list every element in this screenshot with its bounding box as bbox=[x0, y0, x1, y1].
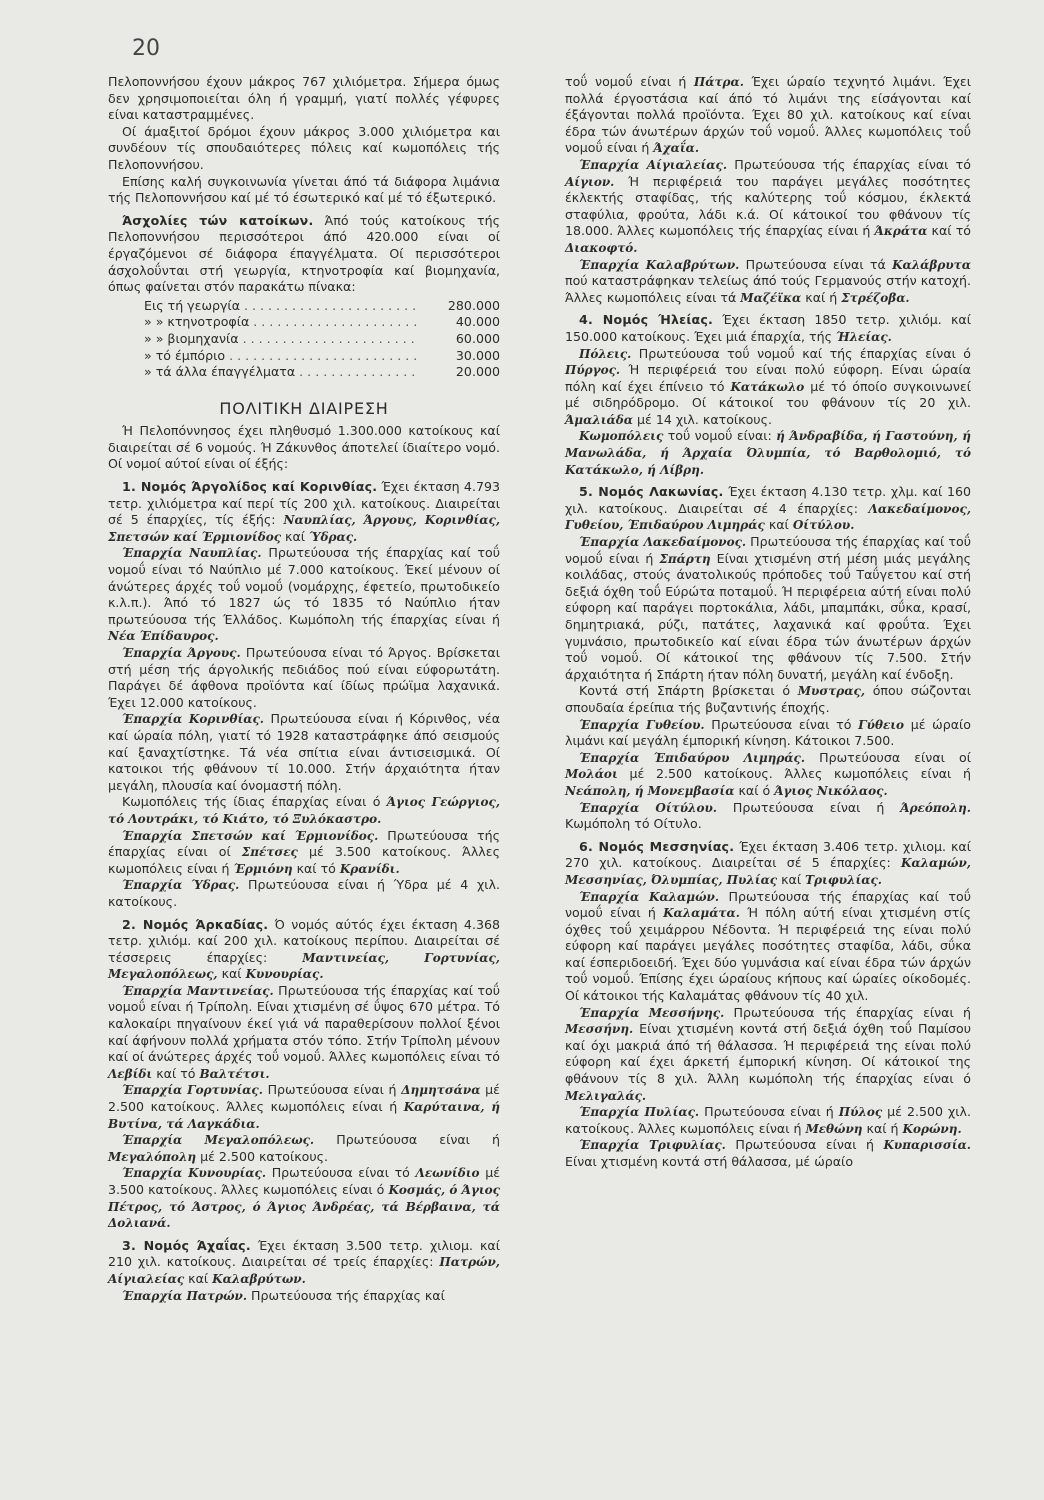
town-name: Άμαλιάδα bbox=[565, 412, 634, 427]
province-name: Τριφυλίας. bbox=[805, 872, 882, 887]
section-text: όπου σώζονται σπουδαία έρείπια τής βυζαντινής έποχής. bbox=[565, 683, 971, 715]
section-text: Έχει ώραίο τεχνητό λιμάνι. Έχει πολλά έργοστάσια καί άπό τό λιμάνι της είσάγονται καί έξάγονται πολλά προϊόντα. Έχει 80 χιλ. κατοίκους καί είναι έδρα τών άνωτέρων άρχών τοΰ νομοΰ. Άλλες κωμοπόλεις τοΰ νομοΰ είναι ή bbox=[565, 74, 971, 156]
town-name: Κρανίδι. bbox=[339, 861, 400, 876]
town-list: Κοσμάς, ό Άγιος Πέτρος, τό Άστρος, ό Άγιος Άνδρέας, τά Βέρβαινα, τά Δολιανά. bbox=[108, 1183, 500, 1231]
capital-name: Αίγιον. bbox=[565, 174, 615, 189]
section-text: Ή περιφέρειά του παράγει μεγάλες ποσότητες έκλεκτής σταφίδας, τής καλύτερης τοΰ κόσμου, έκλεκτά σταφύλια, φρούτα, λάδι κ.ά. Οί κάτοικοί του φθάνουν τίς 18.000. Άλλες κωμοπόλεις τής έπαρχίας είναι ή bbox=[565, 173, 971, 239]
capital-name: Άρεόπολη. bbox=[900, 800, 971, 815]
section-heading: Έπαρχία Τριφυλίας. bbox=[579, 1138, 726, 1153]
section-text: Πρωτεύουσα τής έπαρχίας καί τοΰ νομοΰ είναι τό Ναύπλιο μέ 7.000 κατοίκους. Έκεί μένουν οί άνώτερες άρχές τοΰ νομοΰ (νομάρχης, έφετείο, πρωτοδικείο κ.λ.π.). Άπό τό 1827 ώς τό 1835 τό Ναύπλιο ήταν πρωτεύουσα τής Έλλάδος. Κωμόπολη τής έπαρχίας είναι ή bbox=[108, 545, 500, 627]
page-number: 20 bbox=[132, 36, 160, 61]
section-mystras bbox=[565, 683, 971, 716]
section-text: Πρωτεύουσα είναι ή bbox=[735, 1137, 874, 1153]
section-text: Ή περιφέρειά του είναι πολύ εύφορη. Είναι ώραία πόλη καί έχει έπίνειο τό bbox=[565, 362, 971, 394]
section-text: Πρωτεύουσα είναι ή Κόρινθος, νέα καί ώραία πόλη, γιατί τό 1928 καταστράφηκε άπό σεισμούς καί ξαναχτίστηκε. Τά νέα σπίτια είναι άντισεισμικά. Οί κατοικοι τής φθάνουν τί 10.000. Στήν άρχαιότητα ήταν μεγάλη, πλουσία καί όνομαστή πόλη. bbox=[108, 711, 501, 793]
town-name: Βαλτέτσι. bbox=[199, 1066, 270, 1081]
section-lakedaimon bbox=[565, 534, 971, 683]
section-heading: Έπαρχία Οίτύλου. bbox=[579, 800, 717, 815]
section-heading: Έπαρχία Μαντινείας. bbox=[122, 983, 274, 998]
section-text: Έχει έκταση 1850 τετρ. χιλιόμ. καί 150.000 κατοίκους. Έχει μιά έπαρχία, τής bbox=[565, 312, 971, 344]
section-text: Είναι χτισμένη στή μέση μιάς μεγάλης κοιλάδας, στούς άνατολικούς πρόποδες τοΰ Ταΰγετου καί στή δεξιά όχθη τοΰ Εύρώτα ποταμοΰ. Ή περιφέρεια αύτή είναι πολύ εύφορη καί παράγει πορτοκάλια, λάδι, μπαμπάκι, σΰκα, κρασί, δημητριακά, ρύζι, πατάτες, λαχανικά καί φροΰτα. Έχει γυμνάσιο, πρωτοδικείο καί είναι έδρα τών άνωτέρων άρχών τοΰ νομοΰ. Οί κάτοικοί της φθάνουν τίς 7.500. Στήν άρχαιότητα ή Σπάρτη ήταν πόλη δυνατή, μεγάλη καί ένδοξη. bbox=[565, 550, 971, 682]
section-text: μέ ώραίο λιμάνι καί μεγάλη έμπορική κίνηση. Κάτοικοι 7.500. bbox=[565, 716, 971, 749]
capital-name: Πάτρα. bbox=[693, 75, 744, 89]
occupation-value: 40.000 bbox=[420, 314, 500, 331]
table-row bbox=[144, 331, 500, 348]
section-heading: 2. Νομός Άρκαδίας. bbox=[122, 916, 269, 932]
town-name: Άχαΐα. bbox=[653, 141, 700, 156]
section-text: Έχει έκταση 3.406 τετρ. χιλιομ. καί 270 χιλ. κατοίκους. Διαιρείται σέ 5 έπαρχίες: bbox=[565, 838, 971, 871]
conjunction: καί bbox=[221, 966, 242, 982]
section-text: τοΰ νομοΰ είναι ή bbox=[565, 74, 687, 89]
section-messini bbox=[565, 1005, 971, 1105]
capital-name: Πύργος. bbox=[565, 363, 621, 378]
capital-name: Καλάβρυτα bbox=[892, 257, 971, 272]
section-spetses bbox=[108, 828, 500, 878]
section-heading: Έπαρχία Πυλίας. bbox=[579, 1105, 700, 1120]
section-korinthia bbox=[108, 711, 500, 794]
town-name: Μελιγαλάς. bbox=[565, 1088, 647, 1103]
right-column bbox=[565, 74, 971, 1171]
section-gortynia bbox=[108, 1082, 500, 1132]
section-text: μέ 2.500 κατοίκους. Άλλες κωμοπόλεις είναι ή bbox=[108, 1082, 500, 1115]
town-name: Λεβίδι bbox=[108, 1066, 153, 1081]
section-text: Ό νομός αύτός έχει έκταση 4.368 τετρ. χιλιόμ. καί 200 χιλ. κατοίκους περίπου. Διαιρείται σέ τέσσερεις έπαρχίες: bbox=[108, 916, 500, 965]
province-list: Λακεδαίμονος, Γυθείου, Έπιδαύρου Λιμηράς bbox=[565, 501, 971, 533]
table-row bbox=[144, 298, 500, 315]
section-text: Πρωτεύουσα είναι τό bbox=[711, 716, 852, 732]
section-ydra bbox=[108, 877, 500, 910]
occupation-value: 280.000 bbox=[420, 298, 500, 315]
capital-name: Μεσσήνη. bbox=[565, 1022, 634, 1037]
table-row bbox=[144, 348, 500, 365]
section-text: μέ 3.500 κατοίκους. Άλλες κωμοπόλεις είναι ό bbox=[108, 1165, 501, 1197]
section-patra bbox=[108, 1288, 500, 1305]
section-text: Πρωτεύουσα τής έπαρχίας είναι οί bbox=[108, 827, 500, 860]
section-text: Κωμοπόλεις τής ίδιας έπαρχίας είναι ό bbox=[122, 794, 381, 810]
occupation-label: » τό έμπόριο . . . bbox=[144, 348, 420, 365]
section-heading: 1. Νομός Άργολίδος καί Κορινθίας. bbox=[122, 479, 378, 495]
section-text: Πρωτεύουσα είναι ή bbox=[704, 1104, 834, 1120]
section-lakonia bbox=[565, 484, 971, 534]
section-heading: Έπαρχία Έπιδαύρου Λιμηράς. bbox=[579, 750, 806, 765]
table-row bbox=[144, 364, 500, 381]
section-heading: Έπαρχία Καλαμών. bbox=[579, 889, 720, 904]
town-list: ή Άνδραβίδα, ή Γαστούνη, ή Μανωλάδα, ή Άρχαία Όλυμπία, τό Βαρθολομιό, τό Κατάκωλο, ή Λίβρη. bbox=[565, 429, 971, 477]
section-heading: Κωμοπόλεις bbox=[579, 429, 664, 444]
province-name: Καλαβρύτων. bbox=[212, 1271, 306, 1286]
occupation-value: 20.000 bbox=[420, 364, 500, 381]
section-text: Πρωτεύουσα είναι τά bbox=[745, 256, 886, 272]
paragraph: Πελοποννήσου έχουν μάκρος 767 χιλιόμετρα. Σήμερα όμως δεν χρησιμοποιείται όλη ή γραμμή, γιατί πολλές γέφυρες είναι καταστραμμένες. bbox=[108, 74, 500, 123]
section-text: Πρωτεύουσα τής έπαρχίας καί τοΰ νομοΰ είναι ή bbox=[565, 888, 972, 921]
section-text: Κωμόπολη τό Οίτυλο. bbox=[565, 816, 702, 832]
section-heading: Έπαρχία Κορινθίας. bbox=[122, 712, 264, 727]
town-name: Μυστρας, bbox=[797, 684, 865, 699]
capital-name: Λεωνίδιο bbox=[415, 1166, 480, 1181]
section-achaia bbox=[108, 1238, 500, 1288]
town-name: Στρέζοβα. bbox=[841, 290, 910, 305]
section-heading: Έπαρχία Σπετσών καί Έρμιονίδος. bbox=[122, 828, 379, 843]
section-text: μέ 3.500 κατοίκους. Άλλες κωμοπόλεις είναι ή bbox=[108, 844, 500, 876]
province-list: Πατρών, Αίγιαλείας bbox=[108, 1255, 500, 1286]
section-argolis bbox=[108, 479, 500, 545]
town-name: Μαζέϊκα bbox=[740, 290, 802, 305]
section-patra-cont bbox=[565, 74, 971, 157]
town-list: Άγιος Γεώργιος, τό Λουτράκι, τό Κιάτο, τό Ξυλόκαστρο. bbox=[108, 795, 501, 826]
section-text: Έχει έκταση 4.130 τετρ. χλμ. καί 160 χιλ. κατοίκους. Διαιρείται σέ 4 έπαρχίες: bbox=[565, 484, 971, 516]
section-heading: Έπαρχία Ύδρας. bbox=[122, 878, 240, 893]
section-text: μέ 2.500 χιλ. κατοίκους. Άλλες κωμοπόλεις είναι ή bbox=[565, 1104, 972, 1136]
section-text: Πρωτεύουσα είναι τό bbox=[271, 1165, 410, 1181]
section-text: Πρωτεύουσα τής έπαρχίας είναι ή bbox=[733, 1004, 971, 1020]
section-gytheio bbox=[565, 717, 971, 750]
section-trifylia bbox=[565, 1137, 971, 1170]
section-text: πού καταστράφηκαν τελείως άπό τούς Γερμανούς στήν κατοχή. Άλλες κωμοπόλεις είναι τά bbox=[565, 273, 971, 305]
section-text: μέ 2.500 κατοίκους. Άλλες κωμοπόλεις είναι ή bbox=[629, 766, 971, 782]
section-heading: Έπαρχία Γορτυνίας. bbox=[122, 1083, 263, 1098]
occupation-label: Εις τή γεωργία . . . bbox=[144, 298, 420, 315]
occupation-value: 60.000 bbox=[420, 331, 500, 348]
left-column bbox=[108, 74, 500, 1304]
town-list: Καρύταινα, ή Βυτίνα, τά Λαγκάδια. bbox=[108, 1100, 500, 1131]
section-text: Πρωτεύουσα τής έπαρχίας καί bbox=[251, 1287, 445, 1303]
province-list: Μαντινείας, Γορτυνίας, Μεγαλοπόλεως, bbox=[108, 950, 500, 982]
province-list: Ναυπλίας, Άργους, Κορινθίας, Σπετσών καί Έρμιονίδος bbox=[108, 513, 500, 544]
occupation-label: » » βιομηχανία . . . bbox=[144, 331, 420, 348]
section-kynouria bbox=[108, 1165, 500, 1231]
section-text: τοΰ νομοΰ είναι: bbox=[667, 428, 772, 444]
section-messinia bbox=[565, 839, 971, 889]
section-kalamata bbox=[565, 889, 971, 1005]
town-name: Άκράτα bbox=[874, 224, 928, 239]
section-text: Πρωτεύουσα τής έπαρχίας καί τοΰ νομοΰ είναι ή Τρίπολη. Είναι χτισμένη σέ ΰψος 670 μέτρα. Τό καλοκαίρι πηγαίνουν έκεί γιά νά παραθερίσουν πολλοί ξένοι καί άφήνουν πολλά χρήματα στόν τόπο. Στήν Τρίπολη μένουν καί οί άνώτερες άρχές τοΰ νομοΰ. Άλλες κωμοπόλεις είναι τό bbox=[108, 982, 501, 1065]
conjunction: καί bbox=[285, 528, 306, 544]
section-heading: Έπαρχία Άργους. bbox=[122, 646, 241, 660]
conjunction: καί τό bbox=[931, 223, 971, 239]
section-heading: Έπαρχία Καλαβρύτων. bbox=[579, 257, 740, 272]
capital-name: Μεγαλόπολη bbox=[108, 1149, 197, 1164]
section-text: Πρωτεύουσα τής έπαρχίας καί τοΰ νομοΰ είναι ή bbox=[565, 534, 971, 566]
section-text: μέ 14 χιλ. κατοίκους. bbox=[637, 411, 772, 427]
occupation-table bbox=[144, 298, 500, 381]
section-heading: 5. Νομός Λακωνίας. bbox=[579, 484, 724, 500]
section-heading: Έπαρχία Γυθείου. bbox=[579, 717, 705, 732]
town-name: Κορώνη. bbox=[902, 1121, 962, 1136]
section-text: Πρωτεύουσα τής έπαρχίας είναι τό bbox=[734, 156, 971, 172]
section-text: Πρωτεύουσα είναι ή bbox=[336, 1132, 500, 1148]
capital-name: Καλαμάτα. bbox=[663, 906, 740, 921]
town-name: Έρμιόνη bbox=[233, 861, 293, 876]
section-aigialeia bbox=[565, 157, 971, 257]
paragraph: Επίσης καλή συγκοινωνία γίνεται άπό τά διάφορα λιμάνια τής Πελοποννήσου καί μέ τό έσωτερικό καί μέ τό έξωτερικό. bbox=[108, 173, 500, 206]
section-nafplia bbox=[108, 545, 500, 645]
conjunction: καί bbox=[781, 871, 802, 887]
section-text: Ή πόλη αύτή είναι χτισμένη στίς όχθες τοΰ χειμάρρου Νέδοντα. Ή περιφέρειά της είναι πολύ εύφορη καί παράγει μεγάλες ποσότητες σταφίδα, λάδι, σΰκα καί έσπεριδοειδή. Έχει δύο γυμνάσια καί είναι έδρα τών άρχών τοΰ νομοΰ. Έπίσης έχει ώραίους κήπους καί ώραίες οίκοδομές. Οί κάτοικοι τής Καλαμάτας φθάνουν τίς 40 χιλ. bbox=[565, 905, 971, 1004]
section-text: μέ τό όποίο συγκοινωνεί μέ σιδηρόδρομο. Οί κάτοικοί του φθάνουν τίς 20 χιλ. bbox=[565, 378, 971, 411]
section-heading: 4. Νομός Ήλείας. bbox=[579, 312, 713, 328]
conjunction: καί τό bbox=[156, 1065, 196, 1081]
section-limira bbox=[565, 750, 971, 800]
province-name: Ύδρας. bbox=[309, 529, 358, 544]
occupation-value: 30.000 bbox=[420, 348, 500, 365]
section-text: Άπό τούς κατοίκους τής Πελοποννήσου περισσότεροι άπό 420.000 είναι οί έργαζόμενοι σέ διάφορα έπαγγέλματα. Οί περισσότεροι άσχολοΰνται στή γεωργία, κτηνοτροφία καί βιομηχανία, όπως φαίνεται στόν παρακάτω πίνακα: bbox=[108, 212, 500, 295]
capital-name: Κυπαρισσία. bbox=[883, 1138, 971, 1153]
section-heading: 3. Νομός Άχαΐας. bbox=[122, 1237, 251, 1253]
conjunction: καί ό bbox=[738, 782, 771, 798]
section-heading: Έπαρχία Μεγαλοπόλεως. bbox=[122, 1133, 315, 1148]
town-list: Νεάπολη, ή Μονεμβασία bbox=[565, 783, 735, 798]
town-name: Μεθώνη bbox=[805, 1121, 863, 1136]
section-heading: Έπαρχία Πατρών. bbox=[122, 1288, 248, 1303]
section-heading: Έπαρχία Κυνουρίας. bbox=[122, 1166, 267, 1181]
section-text: Έχει έκταση 4.793 τετρ. χιλιόμετρα καί περί τίς 200 χιλ. κατοίκους. Διαιρείται σέ 5 έπαρχίες, τίς έξής: bbox=[108, 479, 500, 528]
section-heading: Πόλεις. bbox=[579, 346, 632, 361]
section-pylia bbox=[565, 1104, 971, 1137]
section-heading: Έπαρχία Ναυπλίας. bbox=[122, 546, 262, 561]
section-heading: Έπαρχία Αίγιαλείας. bbox=[579, 157, 728, 172]
capital-name: Δημητσάνα bbox=[401, 1083, 481, 1098]
chapter-heading: ΠΟΛΙΤΙΚΗ ΔΙΑΙΡΕΣΗ bbox=[219, 398, 389, 418]
conjunction: καί bbox=[768, 517, 789, 533]
capital-name: Πύλος bbox=[838, 1105, 883, 1120]
section-arkadia bbox=[108, 917, 500, 983]
section-text: Έχει έκταση 3.500 τετρ. χιλιομ. καί 210 χιλ. κατοίκους. Διαιρείται σέ τρείς έπαρχίες: bbox=[108, 1237, 500, 1270]
section-text: μέ 2.500 κατοίκους. bbox=[200, 1148, 329, 1164]
section-text: Πρωτεύουσα τοΰ νομοΰ καί τής έπαρχίας είναι ό bbox=[638, 345, 971, 361]
section-text: Πρωτεύουσα είναι τό Άργος. Βρίσκεται στή μέση τής άργολικής πεδιάδος πού είναι εύφορωτάτη. Παράγει δέ άφθονα προϊόντα καί ίδίως πρώϊμα λαχανικά. Έχει 12.000 κατοίκους. bbox=[108, 645, 500, 710]
section-heading: Έπαρχία Λακεδαίμονος. bbox=[579, 535, 747, 550]
section-heading: 6. Νομός Μεσσηνίας. bbox=[579, 838, 735, 854]
section-oitylo bbox=[565, 800, 971, 833]
section-ileia bbox=[565, 312, 971, 345]
section-poleis bbox=[565, 346, 971, 429]
capital-name: Μολάοι bbox=[565, 767, 618, 782]
section-kalavryta bbox=[565, 257, 971, 307]
occupation-label: » τά άλλα έπαγγέλματα . . . bbox=[144, 364, 420, 381]
section-text: Πρωτεύουσα είναι ή bbox=[732, 799, 885, 815]
section-text: Πρωτεύουσα είναι ή bbox=[267, 1082, 397, 1098]
conjunction: καί bbox=[188, 1270, 209, 1286]
conjunction: καί ή bbox=[866, 1120, 899, 1136]
paragraph: Ή Πελοπόννησος έχει πληθυσμό 1.300.000 κατοίκους καί διαιρείται σέ 6 νομούς. Ή Ζάκυνθος άποτελεί ίδιαίτερο νομό. Οί νομοί αύτοί είναι οί έξής: bbox=[108, 423, 500, 472]
section-text: Κοντά στή Σπάρτη βρίσκεται ό bbox=[579, 683, 791, 699]
section-heading: Άσχολίες τών κατοίκων. bbox=[122, 212, 314, 228]
section-komopoleis bbox=[565, 428, 971, 478]
town-name: Άγιος Νικόλαος. bbox=[774, 783, 888, 798]
province-list: Καλαμών, Μεσσηνίας, Όλυμπίας, Πυλίας bbox=[565, 856, 971, 887]
town-name: Κατάκωλο bbox=[730, 379, 805, 394]
occupation-label: » » κτηνοτροφία . . . bbox=[144, 314, 420, 331]
section-megalopoli bbox=[108, 1132, 500, 1165]
town-name: Νέα Έπίδαυρος. bbox=[108, 629, 219, 644]
conjunction: καί τό bbox=[296, 860, 336, 876]
table-row bbox=[144, 314, 500, 331]
province-name: Ήλείας. bbox=[836, 329, 892, 344]
province-name: Οίτύλου. bbox=[792, 518, 855, 533]
province-name: Κυνουρίας. bbox=[245, 967, 324, 982]
town-name: Διακοφτό. bbox=[565, 240, 638, 255]
paragraph: Οί άμαξιτοί δρόμοι έχουν μάκρος 3.000 χιλιόμετρα και συνδέουν τίς σπουδαιότερες πόλεις καί κωμοπόλεις τής Πελοποννήσου. bbox=[108, 123, 500, 172]
section-korinthia-towns bbox=[108, 794, 500, 827]
section-mantineia bbox=[108, 983, 500, 1083]
section-heading: Έπαρχία Μεσσήνης. bbox=[579, 1005, 725, 1020]
capital-name: Σπάρτη bbox=[659, 551, 711, 566]
section-argos bbox=[108, 645, 500, 711]
section-text: Είναι χτισμένη κοντά στή δεξιά όχθη τοΰ Παμίσου καί όχι μακριά άπό τή θάλασσα. Ή περιφέρειά της είναι πολύ εύφορη καί έχει άρκετή έμπορική κίνηση. Οί κάτοικοί της φθάνουν τίς 8 χιλ. Άλλη κωμόπολη τής έπαρχίας είναι ό bbox=[565, 1021, 971, 1087]
section-text: Είναι χτισμένη κοντά στή θάλασσα, μέ ώραίο bbox=[565, 1154, 854, 1169]
section-text: Πρωτεύουσα είναι ή Ύδρα μέ 4 χιλ. κατοίκους. bbox=[108, 877, 500, 909]
conjunction: καί ή bbox=[805, 289, 838, 305]
capital-name: Γύθειο bbox=[858, 717, 905, 732]
section-text: Πρωτεύουσα είναι οί bbox=[819, 749, 971, 765]
section-occupations bbox=[108, 213, 500, 296]
capital-name: Σπέτσες bbox=[241, 845, 298, 860]
